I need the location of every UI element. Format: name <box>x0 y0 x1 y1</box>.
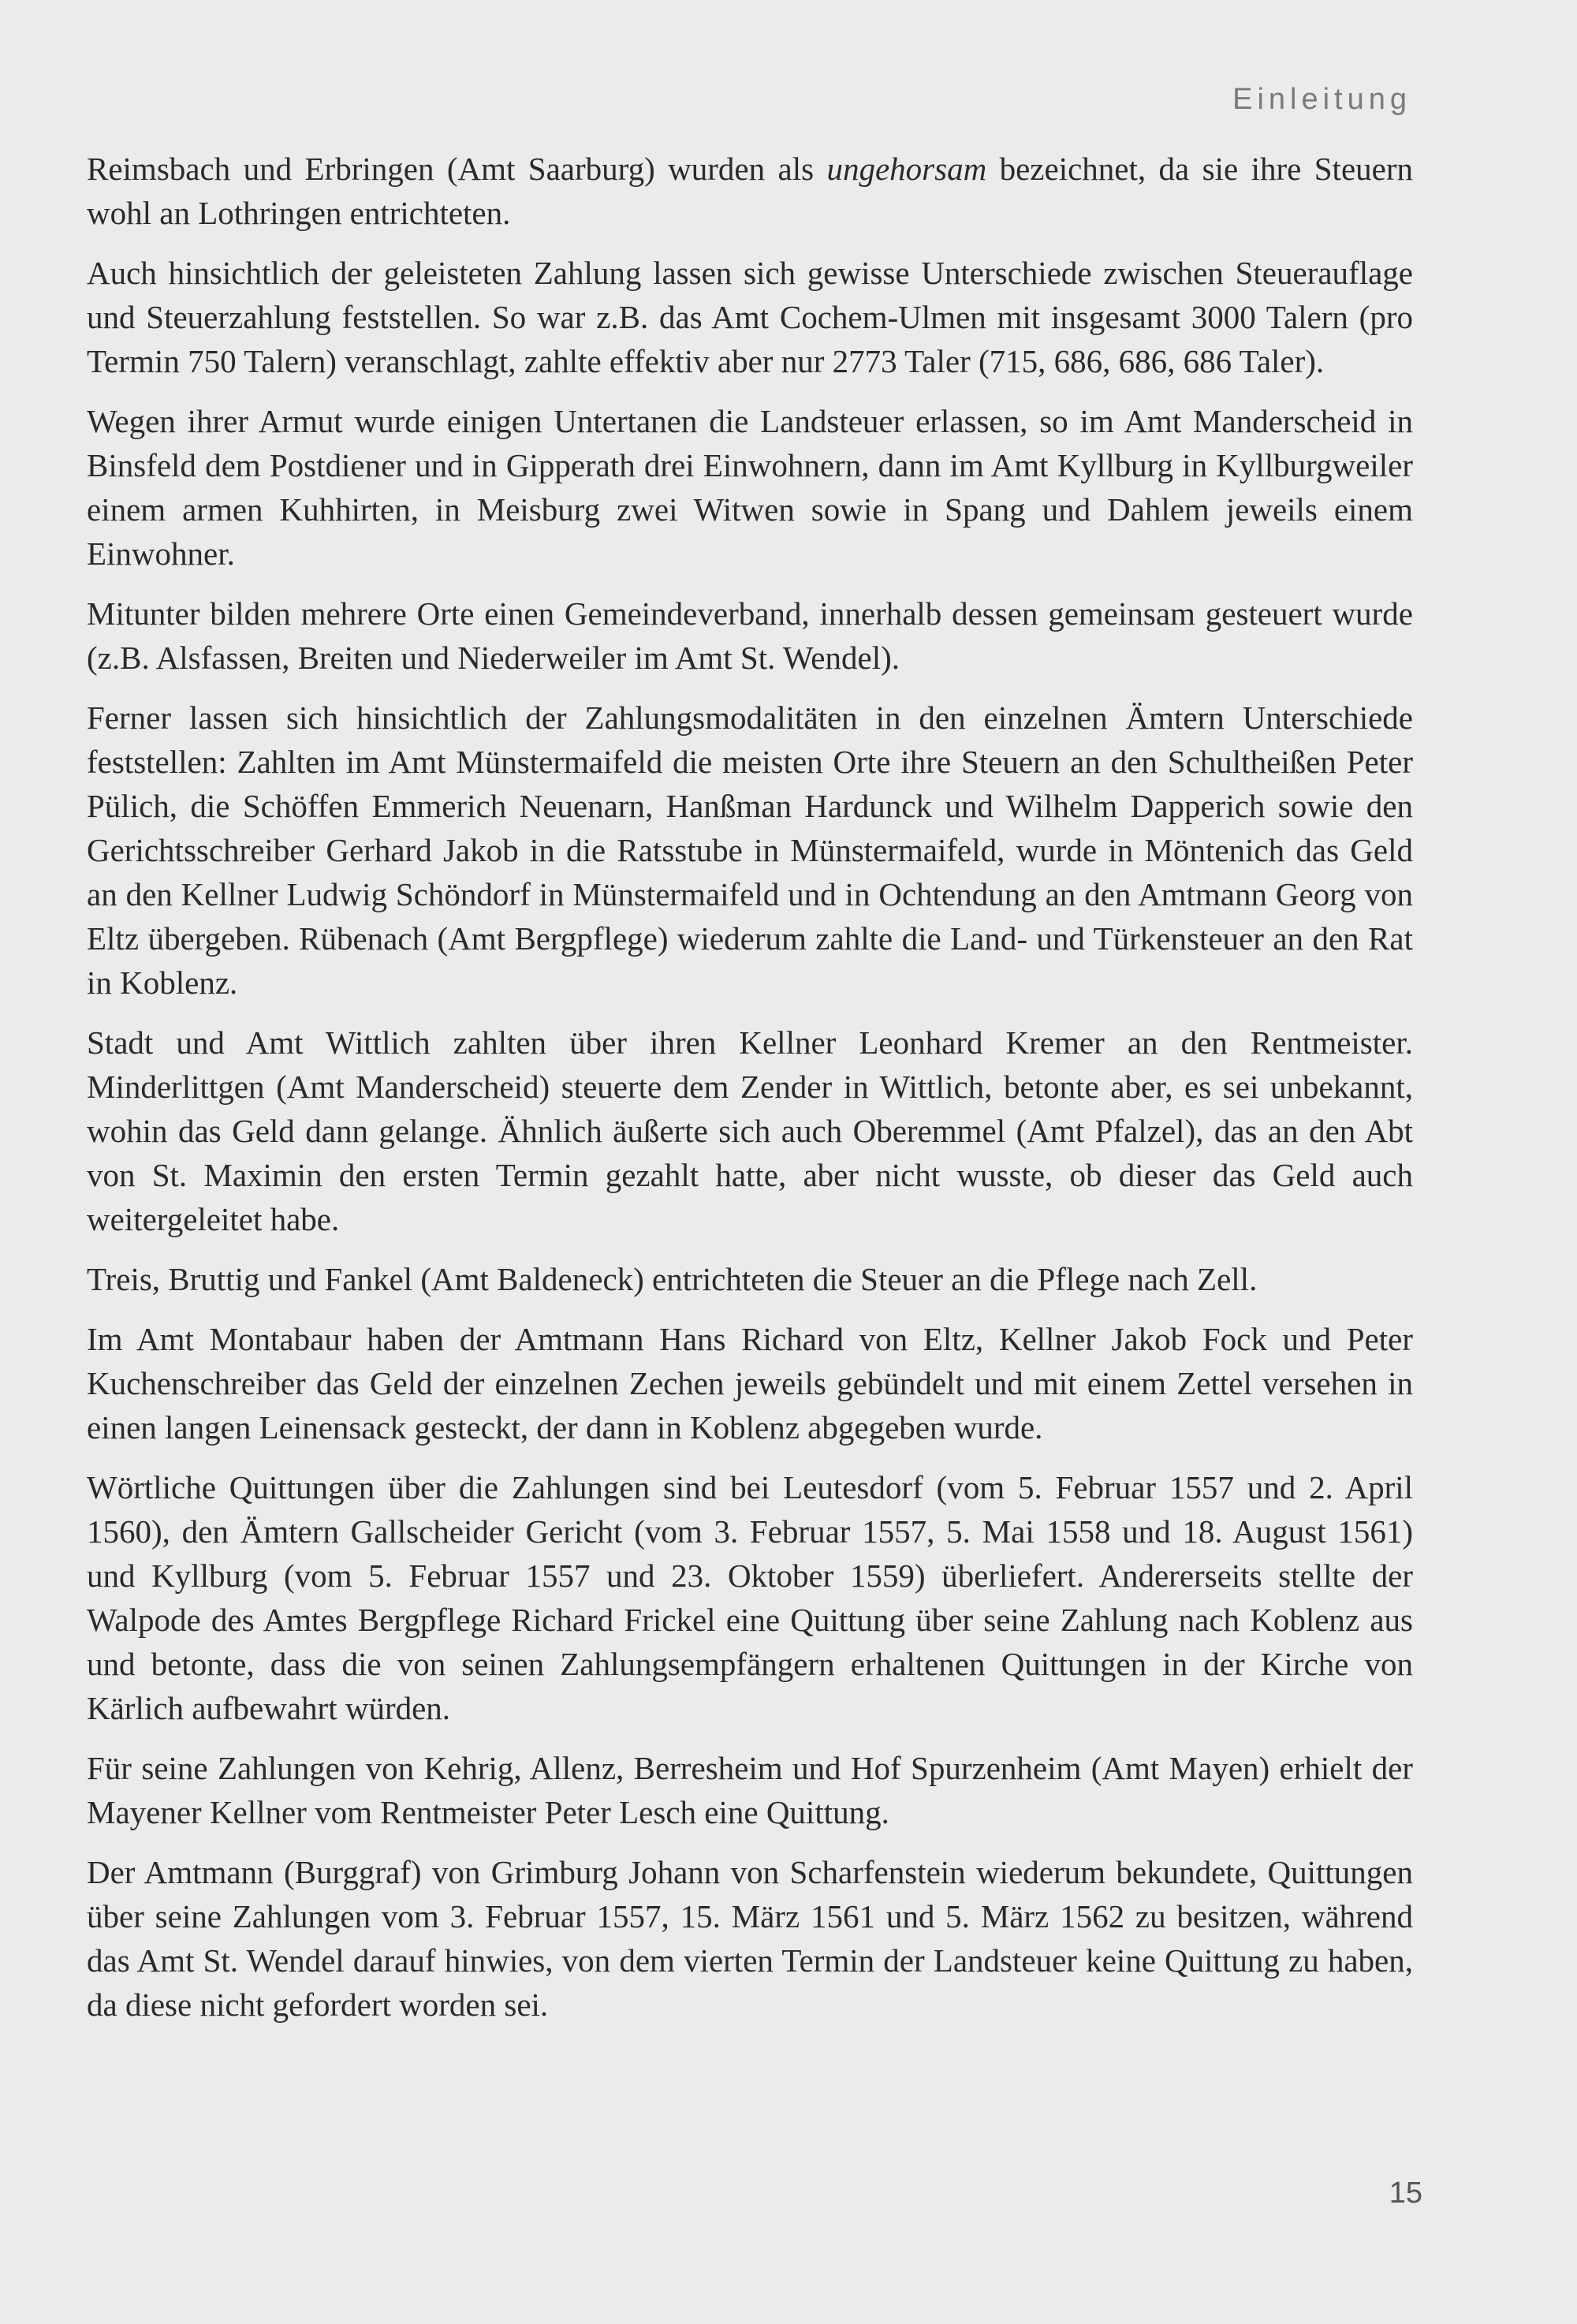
paragraph-9: Wörtliche Quittungen über die Zahlungen sind bei Leutesdorf (vom 5. Februar 1557 und 2. April 1560), den Ämtern Gallscheider Gericht (vom 3. Februar 1557, 5. Mai 1558 und 18. August 1561) und Kyllburg (vom 5. Februar 1557 und 23. Oktober 1559) überliefert. Andererseits stellte der Walpode des Amtes Bergpflege Richard Frickel eine Quittung über seine Zahlung nach Koblenz aus und betonte, dass die von seinen Zahlungsempfängern erhaltenen Quittungen in der Kirche von Kärlich aufbewahrt würden. <box>87 1469 1413 1726</box>
paragraph-10: Für seine Zahlungen von Kehrig, Allenz, Berresheim und Hof Spurzenheim (Amt Mayen) erhielt der Mayener Kellner vom Rentmeister Peter Lesch eine Quittung. <box>87 1750 1413 1830</box>
paragraph-3: Wegen ihrer Armut wurde einigen Untertanen die Landsteuer erlassen, so im Amt Manderscheid in Binsfeld dem Postdiener und in Gipperath drei Einwohnern, dann im Amt Kyllburg in Kyllburgweiler einem armen Kuhhirten, in Meisburg zwei Witwen sowie in Spang und Dahlem jeweils einem Einwohner. <box>87 403 1413 572</box>
paragraph-6: Stadt und Amt Wittlich zahlten über ihren Kellner Leonhard Kremer an den Rentmeister. Minderlittgen (Amt Manderscheid) steuerte dem Zender in Wittlich, betonte aber, es sei unbekannt, wohin das Geld dann gelange. Ähnlich äußerte sich auch Oberemmel (Amt Pfalzel), das an den Abt von St. Maximin den ersten Termin gezahlt hatte, aber nicht wusste, ob dieser das Geld auch weitergeleitet habe. <box>87 1024 1413 1237</box>
paragraph-11: Der Amtmann (Burggraf) von Grimburg Johann von Scharfenstein wiederum bekundete, Quittungen über seine Zahlungen vom 3. Februar 1557, 15. März 1561 und 5. März 1562 zu besitzen, während das Amt St. Wendel darauf hinwies, von dem vierten Termin der Landsteuer keine Quittung zu haben, da diese nicht gefordert worden sei. <box>87 1854 1413 2023</box>
paragraph-4: Mitunter bilden mehrere Orte einen Gemeindeverband, innerhalb dessen gemeinsam gesteuert wurde (z.B. Alsfassen, Breiten und Niederweiler im Amt St. Wendel). <box>87 595 1413 676</box>
emphasis-ungehorsam: ungehorsam <box>826 151 987 187</box>
body-text <box>87 147 1413 2042</box>
paragraph-1-start: Reimsbach und Erbringen (Amt Saarburg) wurden als <box>87 151 827 187</box>
paragraph-2: Auch hinsichtlich der geleisteten Zahlung lassen sich gewisse Unterschiede zwischen Steuerauflage und Steuerzahlung feststellen. So war z.B. das Amt Cochem-Ulmen mit insgesamt 3000 Talern (pro Termin 750 Talern) veranschlagt, zahlte effektiv aber nur 2773 Taler (715, 686, 686, 686 Taler). <box>87 255 1413 379</box>
paragraph-5: Ferner lassen sich hinsichtlich der Zahlungsmodalitäten in den einzelnen Ämtern Unterschiede feststellen: Zahlten im Amt Münstermaifeld die meisten Orte ihre Steuern an den Schultheißen Peter Pülich, die Schöffen Emmerich Neuenarn, Hanßman Hardunck und Wilhelm Dapperich sowie den Gerichtsschreiber Gerhard Jakob in die Ratsstube in Münstermaifeld, wurde in Möntenich das Geld an den Kellner Ludwig Schöndorf in Münstermaifeld und in Ochtendung an den Amtmann Georg von Eltz übergeben. Rübenach (Amt Bergpflege) wiederum zahlte die Land- und Türkensteuer an den Rat in Koblenz. <box>87 699 1413 1001</box>
page-number: 15 <box>1389 2177 1422 2210</box>
paragraph-1 <box>87 147 1413 235</box>
paragraph-1-end: bezeichnet, da sie ihre Steuern wohl an Lothringen entrichteten. <box>87 151 1413 231</box>
paragraph-7: Treis, Bruttig und Fankel (Amt Baldeneck) entrichteten die Steuer an die Pflege nach Zell. <box>87 1261 1258 1297</box>
paragraph-8: Im Amt Montabaur haben der Amtmann Hans Richard von Eltz, Kellner Jakob Fock und Peter Kuchenschreiber das Geld der einzelnen Zechen jeweils gebündelt und mit einem Zettel versehen in einen langen Leinensack gesteckt, der dann in Koblenz abgegeben wurde. <box>87 1321 1413 1446</box>
running-head: Einleitung <box>1232 83 1411 116</box>
